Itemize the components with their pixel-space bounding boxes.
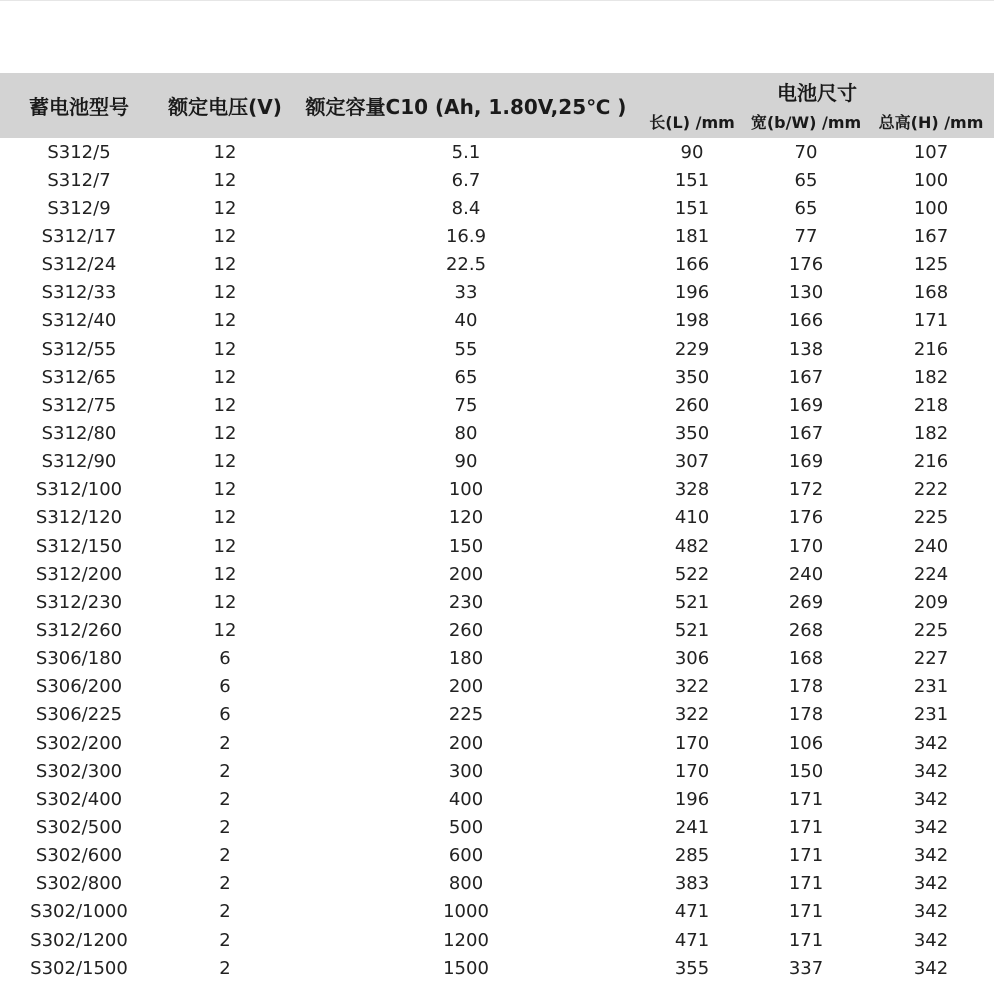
cell-voltage: 12 xyxy=(213,169,237,191)
cell-capacity: 150 xyxy=(448,535,484,557)
header-model: 蓄电池型号 xyxy=(0,73,158,138)
cell-width: 337 xyxy=(788,957,824,979)
cell-voltage: 2 xyxy=(219,873,231,895)
table-row xyxy=(0,251,994,279)
cell-capacity: 80 xyxy=(454,422,478,444)
cell-length: 285 xyxy=(674,845,710,867)
cell-height: 342 xyxy=(913,760,949,782)
cell-model: S302/500 xyxy=(35,816,123,838)
cell-capacity: 8.4 xyxy=(451,197,481,219)
cell-model: S312/65 xyxy=(41,366,117,388)
table-row xyxy=(0,279,994,307)
table-row xyxy=(0,616,994,644)
cell-voltage: 2 xyxy=(219,732,231,754)
cell-model: S302/200 xyxy=(35,732,123,754)
cell-length: 322 xyxy=(674,676,710,698)
cell-voltage: 6 xyxy=(219,648,231,670)
cell-width: 269 xyxy=(788,591,824,613)
cell-capacity: 180 xyxy=(448,648,484,670)
table-row xyxy=(0,813,994,841)
cell-width: 171 xyxy=(788,929,824,951)
cell-capacity: 200 xyxy=(448,676,484,698)
table-row xyxy=(0,419,994,447)
cell-width: 77 xyxy=(794,225,818,247)
cell-voltage: 12 xyxy=(213,225,237,247)
cell-height: 171 xyxy=(913,310,949,332)
cell-width: 171 xyxy=(788,788,824,810)
cell-model: S306/200 xyxy=(35,676,123,698)
cell-model: S302/1200 xyxy=(30,929,128,951)
table-row xyxy=(0,448,994,476)
cell-length: 170 xyxy=(674,760,710,782)
cell-width: 171 xyxy=(788,845,824,867)
cell-width: 171 xyxy=(788,901,824,923)
cell-model: S306/225 xyxy=(35,704,123,726)
cell-height: 209 xyxy=(913,591,949,613)
table-row xyxy=(0,729,994,757)
cell-width: 138 xyxy=(788,338,824,360)
cell-length: 322 xyxy=(674,704,710,726)
cell-width: 168 xyxy=(788,648,824,670)
cell-capacity: 1000 xyxy=(443,901,489,923)
cell-voltage: 12 xyxy=(213,535,237,557)
cell-width: 176 xyxy=(788,507,824,529)
cell-capacity: 90 xyxy=(454,451,478,473)
cell-height: 222 xyxy=(913,479,949,501)
cell-length: 383 xyxy=(674,873,710,895)
cell-voltage: 6 xyxy=(219,704,231,726)
cell-capacity: 33 xyxy=(454,282,478,304)
table-body xyxy=(0,138,994,982)
cell-model: S312/5 xyxy=(47,141,111,163)
cell-length: 170 xyxy=(674,732,710,754)
cell-height: 218 xyxy=(913,394,949,416)
cell-length: 482 xyxy=(674,535,710,557)
cell-height: 342 xyxy=(913,929,949,951)
cell-model: S302/800 xyxy=(35,873,123,895)
cell-voltage: 2 xyxy=(219,845,231,867)
cell-model: S312/55 xyxy=(41,338,117,360)
cell-length: 522 xyxy=(674,563,710,585)
cell-capacity: 230 xyxy=(448,591,484,613)
cell-capacity: 500 xyxy=(448,816,484,838)
cell-voltage: 12 xyxy=(213,310,237,332)
cell-length: 306 xyxy=(674,648,710,670)
cell-model: S312/80 xyxy=(41,422,117,444)
cell-voltage: 2 xyxy=(219,929,231,951)
cell-model: S306/180 xyxy=(35,648,123,670)
table-row xyxy=(0,926,994,954)
cell-voltage: 12 xyxy=(213,507,237,529)
cell-height: 342 xyxy=(913,957,949,979)
cell-width: 166 xyxy=(788,310,824,332)
table-row xyxy=(0,532,994,560)
header-height: 总高(H) /mm xyxy=(868,110,994,138)
cell-length: 350 xyxy=(674,366,710,388)
cell-height: 167 xyxy=(913,225,949,247)
cell-width: 171 xyxy=(788,873,824,895)
cell-capacity: 600 xyxy=(448,845,484,867)
cell-voltage: 2 xyxy=(219,816,231,838)
table-row xyxy=(0,166,994,194)
cell-voltage: 12 xyxy=(213,591,237,613)
cell-width: 65 xyxy=(794,197,818,219)
cell-capacity: 75 xyxy=(454,394,478,416)
cell-voltage: 12 xyxy=(213,282,237,304)
cell-voltage: 12 xyxy=(213,479,237,501)
cell-model: S312/260 xyxy=(35,619,123,641)
cell-model: S312/100 xyxy=(35,479,123,501)
table-row xyxy=(0,757,994,785)
cell-model: S302/300 xyxy=(35,760,123,782)
cell-length: 410 xyxy=(674,507,710,529)
cell-height: 342 xyxy=(913,732,949,754)
table-row xyxy=(0,138,994,166)
cell-height: 342 xyxy=(913,901,949,923)
header-dimensions-group: 电池尺寸 xyxy=(640,73,994,110)
cell-height: 182 xyxy=(913,366,949,388)
cell-height: 342 xyxy=(913,788,949,810)
table-row xyxy=(0,785,994,813)
cell-length: 471 xyxy=(674,929,710,951)
cell-capacity: 400 xyxy=(448,788,484,810)
cell-length: 181 xyxy=(674,225,710,247)
cell-height: 125 xyxy=(913,254,949,276)
cell-voltage: 12 xyxy=(213,338,237,360)
cell-length: 198 xyxy=(674,310,710,332)
cell-voltage: 6 xyxy=(219,676,231,698)
cell-voltage: 2 xyxy=(219,901,231,923)
cell-capacity: 65 xyxy=(454,366,478,388)
cell-length: 355 xyxy=(674,957,710,979)
header-length: 长(L) /mm xyxy=(640,110,744,138)
cell-capacity: 800 xyxy=(448,873,484,895)
cell-width: 268 xyxy=(788,619,824,641)
cell-height: 216 xyxy=(913,338,949,360)
cell-height: 107 xyxy=(913,141,949,163)
cell-length: 151 xyxy=(674,169,710,191)
cell-length: 307 xyxy=(674,451,710,473)
cell-width: 178 xyxy=(788,704,824,726)
cell-model: S312/40 xyxy=(41,310,117,332)
cell-voltage: 12 xyxy=(213,254,237,276)
cell-capacity: 1500 xyxy=(443,957,489,979)
cell-height: 168 xyxy=(913,282,949,304)
cell-height: 342 xyxy=(913,845,949,867)
cell-model: S302/600 xyxy=(35,845,123,867)
table-row xyxy=(0,842,994,870)
cell-model: S312/24 xyxy=(41,254,117,276)
table-row xyxy=(0,307,994,335)
header-voltage: 额定电压(V) xyxy=(158,73,292,138)
cell-length: 196 xyxy=(674,282,710,304)
cell-height: 216 xyxy=(913,451,949,473)
cell-width: 171 xyxy=(788,816,824,838)
cell-height: 342 xyxy=(913,816,949,838)
cell-voltage: 12 xyxy=(213,422,237,444)
cell-voltage: 12 xyxy=(213,197,237,219)
cell-width: 70 xyxy=(794,141,818,163)
cell-capacity: 16.9 xyxy=(445,225,487,247)
cell-capacity: 5.1 xyxy=(451,141,481,163)
cell-height: 231 xyxy=(913,676,949,698)
cell-model: S302/1000 xyxy=(30,901,128,923)
cell-width: 65 xyxy=(794,169,818,191)
cell-length: 166 xyxy=(674,254,710,276)
header-capacity: 额定容量C10 (Ah, 1.80V,25℃ ) xyxy=(292,73,640,138)
cell-length: 471 xyxy=(674,901,710,923)
cell-capacity: 200 xyxy=(448,732,484,754)
cell-capacity: 22.5 xyxy=(445,254,487,276)
cell-capacity: 55 xyxy=(454,338,478,360)
battery-spec-table xyxy=(0,73,994,982)
cell-model: S312/75 xyxy=(41,394,117,416)
cell-model: S312/230 xyxy=(35,591,123,613)
cell-voltage: 2 xyxy=(219,957,231,979)
table-row xyxy=(0,645,994,673)
cell-width: 169 xyxy=(788,394,824,416)
table-row xyxy=(0,673,994,701)
cell-length: 196 xyxy=(674,788,710,810)
cell-width: 169 xyxy=(788,451,824,473)
cell-height: 225 xyxy=(913,507,949,529)
cell-height: 240 xyxy=(913,535,949,557)
cell-width: 176 xyxy=(788,254,824,276)
table-row xyxy=(0,391,994,419)
cell-length: 241 xyxy=(674,816,710,838)
table-row xyxy=(0,194,994,222)
cell-capacity: 40 xyxy=(454,310,478,332)
table-row xyxy=(0,222,994,250)
cell-width: 167 xyxy=(788,422,824,444)
cell-length: 90 xyxy=(680,141,704,163)
cell-capacity: 300 xyxy=(448,760,484,782)
table-row xyxy=(0,504,994,532)
cell-length: 521 xyxy=(674,591,710,613)
cell-width: 240 xyxy=(788,563,824,585)
cell-model: S312/200 xyxy=(35,563,123,585)
cell-width: 106 xyxy=(788,732,824,754)
table-row xyxy=(0,588,994,616)
cell-height: 100 xyxy=(913,169,949,191)
cell-height: 227 xyxy=(913,648,949,670)
table-row xyxy=(0,560,994,588)
cell-model: S302/1500 xyxy=(30,957,128,979)
cell-length: 260 xyxy=(674,394,710,416)
table-row xyxy=(0,898,994,926)
cell-length: 229 xyxy=(674,338,710,360)
cell-length: 350 xyxy=(674,422,710,444)
header-width: 宽(b/W) /mm xyxy=(744,110,868,138)
cell-capacity: 200 xyxy=(448,563,484,585)
cell-capacity: 100 xyxy=(448,479,484,501)
cell-model: S312/33 xyxy=(41,282,117,304)
cell-model: S312/17 xyxy=(41,225,117,247)
cell-capacity: 225 xyxy=(448,704,484,726)
cell-capacity: 120 xyxy=(448,507,484,529)
cell-voltage: 12 xyxy=(213,141,237,163)
table-row xyxy=(0,701,994,729)
cell-height: 182 xyxy=(913,422,949,444)
cell-voltage: 2 xyxy=(219,760,231,782)
cell-width: 167 xyxy=(788,366,824,388)
table-row xyxy=(0,954,994,982)
cell-width: 150 xyxy=(788,760,824,782)
cell-model: S302/400 xyxy=(35,788,123,810)
cell-capacity: 260 xyxy=(448,619,484,641)
cell-model: S312/150 xyxy=(35,535,123,557)
cell-voltage: 12 xyxy=(213,619,237,641)
cell-length: 328 xyxy=(674,479,710,501)
cell-voltage: 12 xyxy=(213,563,237,585)
top-divider xyxy=(0,0,994,1)
cell-width: 172 xyxy=(788,479,824,501)
cell-model: S312/120 xyxy=(35,507,123,529)
table-row xyxy=(0,870,994,898)
cell-voltage: 12 xyxy=(213,451,237,473)
cell-length: 151 xyxy=(674,197,710,219)
cell-height: 100 xyxy=(913,197,949,219)
cell-voltage: 12 xyxy=(213,366,237,388)
cell-length: 521 xyxy=(674,619,710,641)
cell-height: 231 xyxy=(913,704,949,726)
table-row xyxy=(0,476,994,504)
cell-height: 225 xyxy=(913,619,949,641)
cell-capacity: 6.7 xyxy=(451,169,481,191)
cell-capacity: 1200 xyxy=(443,929,489,951)
cell-voltage: 12 xyxy=(213,394,237,416)
cell-model: S312/90 xyxy=(41,451,117,473)
table-row xyxy=(0,363,994,391)
cell-model: S312/9 xyxy=(47,197,111,219)
cell-height: 224 xyxy=(913,563,949,585)
cell-height: 342 xyxy=(913,873,949,895)
cell-width: 170 xyxy=(788,535,824,557)
table-row xyxy=(0,335,994,363)
cell-width: 130 xyxy=(788,282,824,304)
cell-voltage: 2 xyxy=(219,788,231,810)
cell-model: S312/7 xyxy=(47,169,111,191)
cell-width: 178 xyxy=(788,676,824,698)
